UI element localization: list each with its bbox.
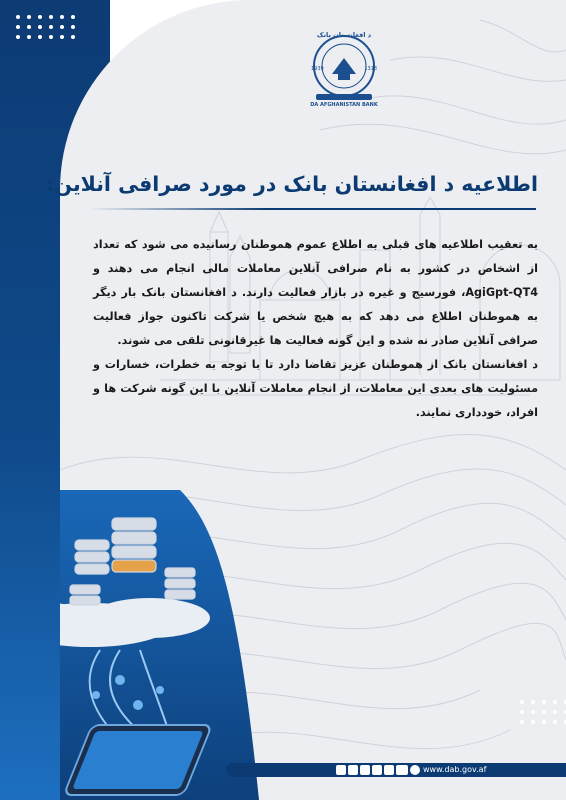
logo-top-text: د افغانستان بانک — [316, 31, 372, 39]
youtube-icon[interactable] — [348, 765, 358, 775]
website-url[interactable]: www.dab.gov.af — [423, 765, 487, 774]
bank-logo — [308, 28, 380, 114]
announcement-title: اطلاعیه د افغانستان بانک در مورد صرافی آنلاین: — [46, 172, 538, 196]
linkedin-icon[interactable] — [384, 765, 394, 775]
title-underline — [88, 208, 536, 210]
globe-icon[interactable] — [410, 765, 420, 775]
announcement-paragraph-1: به تعقیب اطلاعیه های قبلی به اطلاع عموم هموطنان رسانیده می شود که تعداد از اشخاص در کشور به نام صرافی آنلاین معاملات مالی انجام می دهند و AgiGpt-QT4، فورسیج و غیره در بازار فعالیت دارند. د افغانستان بانک بار دیگر به هموطنان اطلاع می دهد که به هیچ شخص یا شرکت تاکنون جواز فعالیت صرافی آنلاین صادر نه شده و این گونه فعالیت ها غیرقانونی تلقی می شوند. — [93, 238, 538, 347]
cloud-server-illustration — [60, 490, 260, 800]
logo-year-right: 1318 — [364, 66, 377, 72]
decorative-dots-bottom — [520, 700, 566, 724]
logo-bottom-text: DA AFGHANISTAN BANK — [310, 102, 378, 108]
social-icons — [336, 763, 420, 777]
facebook-icon[interactable] — [336, 765, 346, 775]
twitter-icon[interactable] — [360, 765, 370, 775]
logo-year-left: 1939 — [311, 66, 324, 72]
announcement-paragraph-2: د افغانستان بانک از هموطنان عزیز تقاضا دارد تا با توجه به خطرات، خسارات و مسئولیت های بعدی این معاملات، از انجام معاملات آنلاین با این گونه شرکت ها و افراد، خودداری نمایند. — [93, 358, 538, 419]
instagram-icon[interactable] — [372, 765, 382, 775]
email-icon[interactable] — [396, 765, 408, 775]
